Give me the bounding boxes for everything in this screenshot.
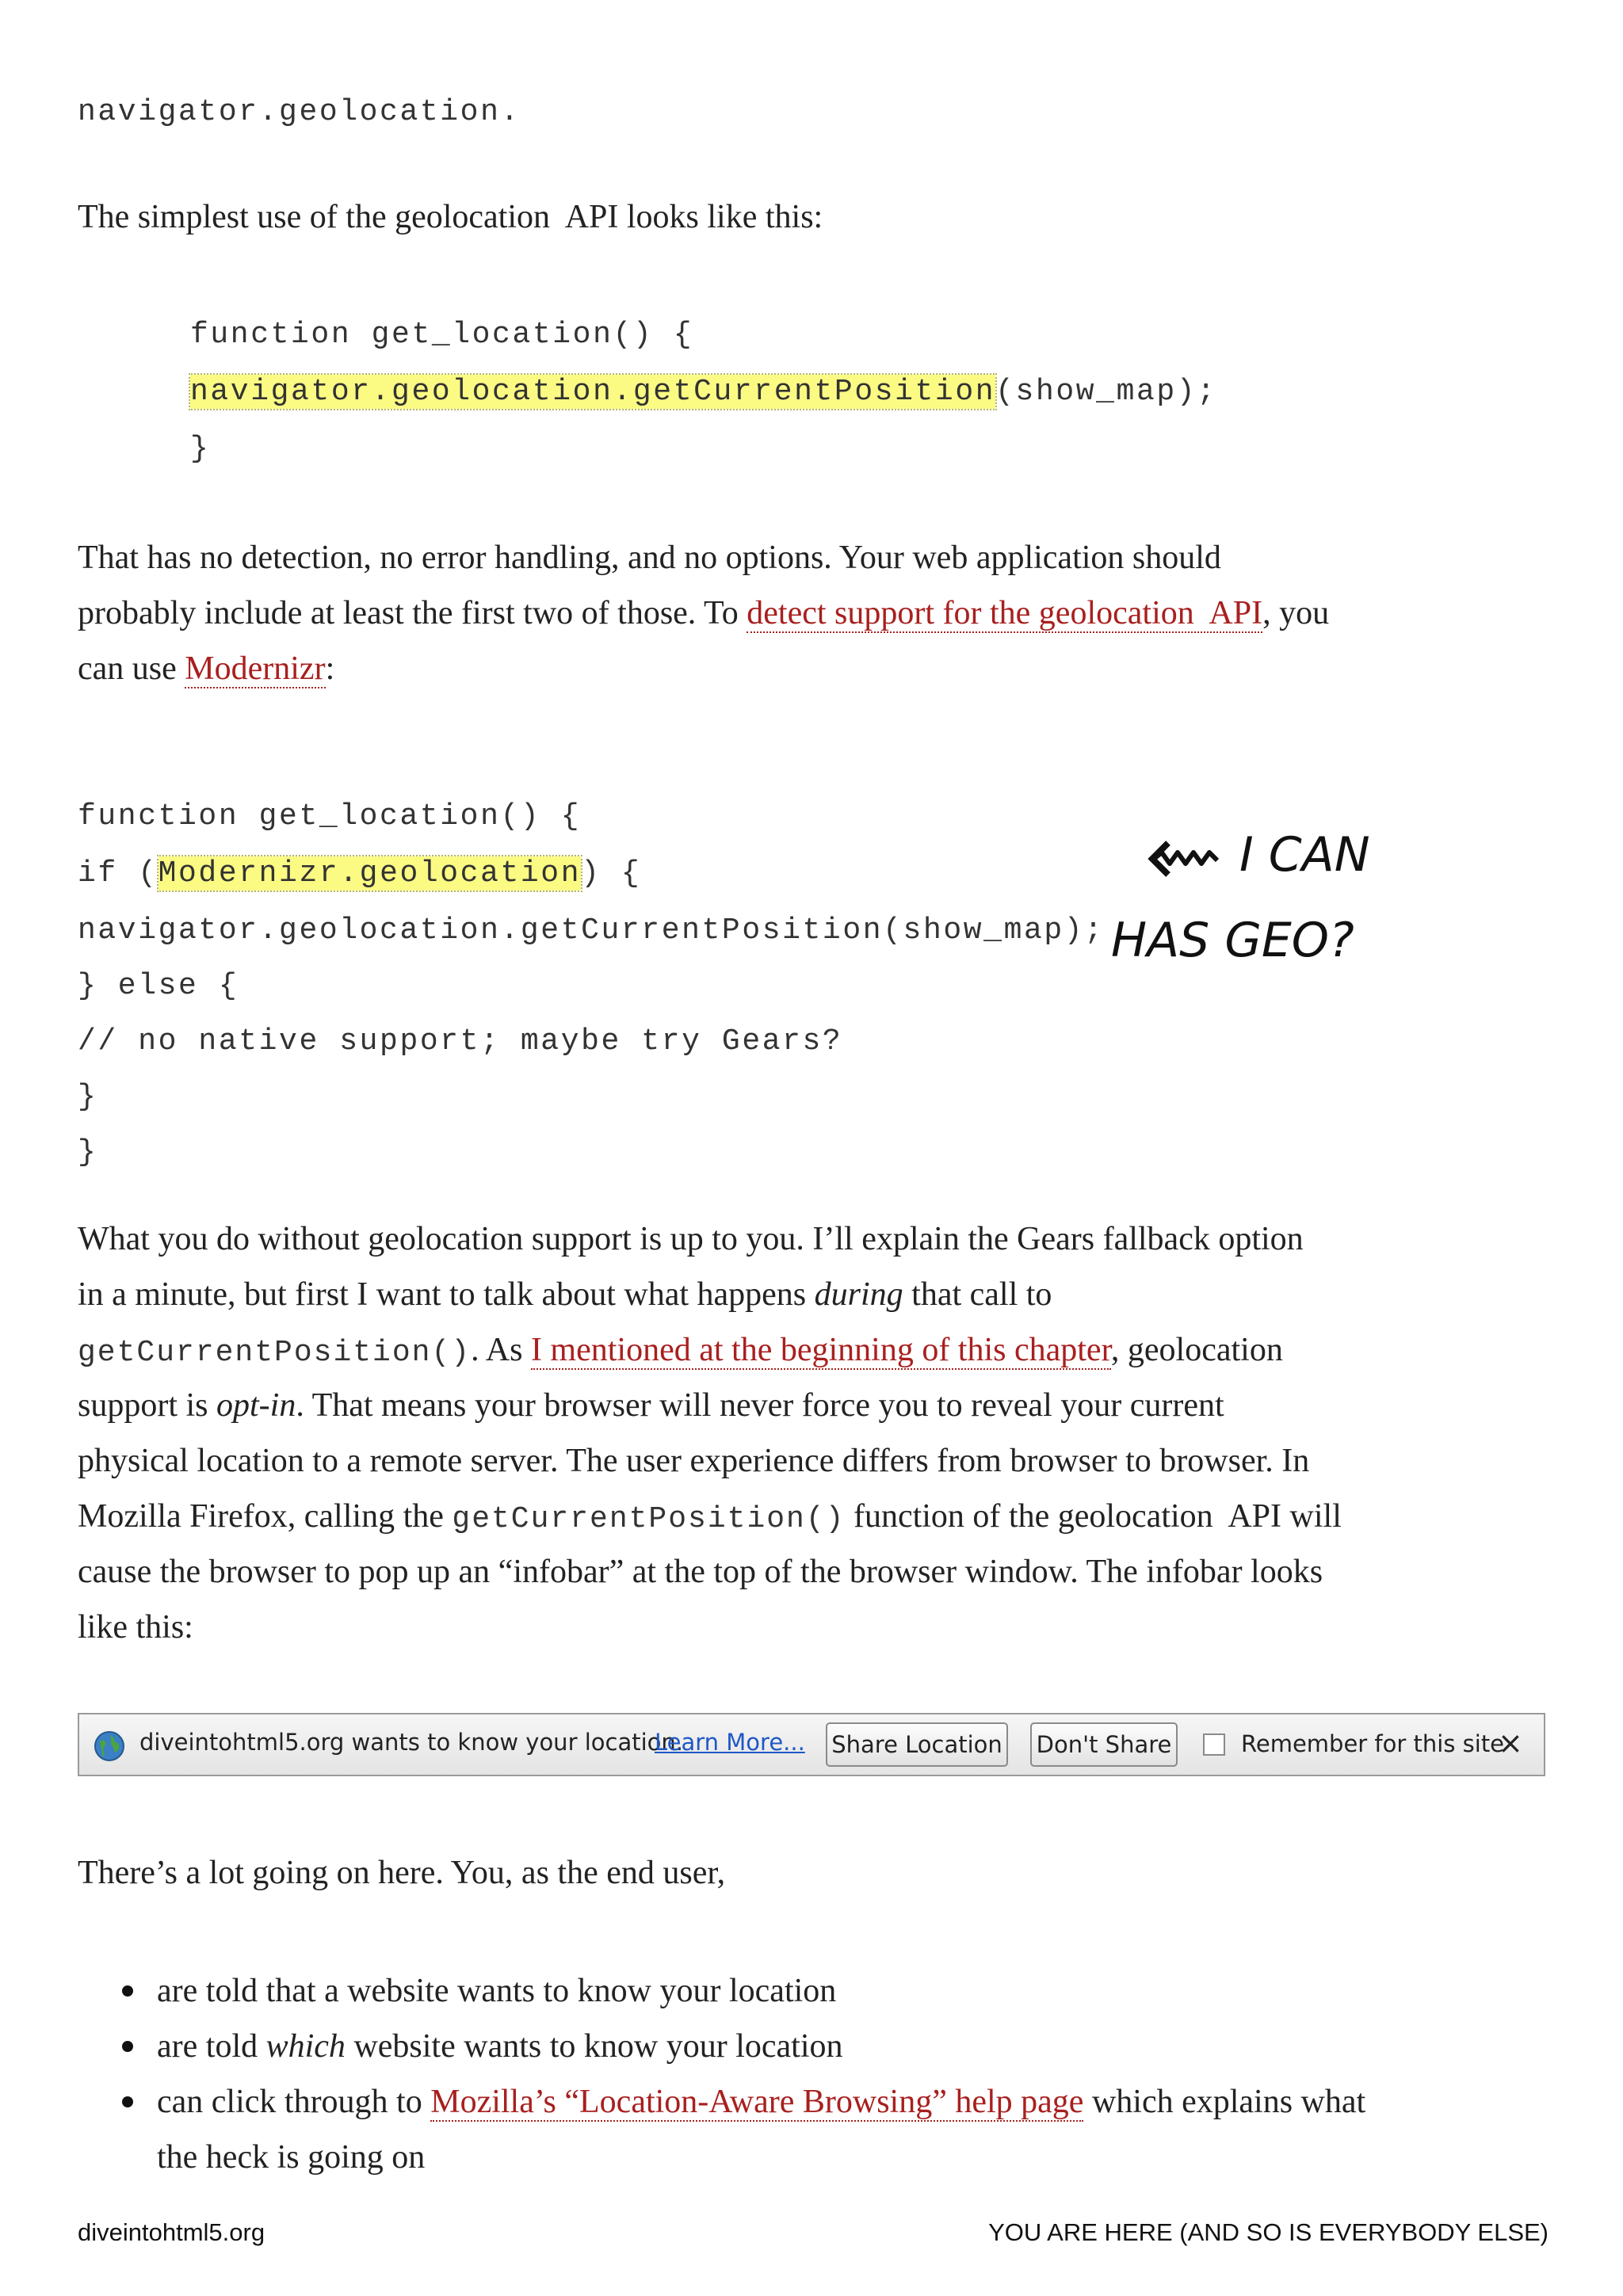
learn-more-link[interactable]: Learn More... (655, 1729, 805, 1756)
text-line: cause the browser to pop up an “infobar” at the top of the browser window. The infobar looks (78, 1554, 1323, 1590)
code-line: } (78, 1135, 98, 1169)
paragraph-end-user: There’s a lot going on here. You, as the end user, (78, 1855, 726, 1891)
text-line (78, 1331, 1283, 1370)
list-item-text (157, 2019, 843, 2074)
code-line: // no native support; maybe try Gears? (78, 1024, 843, 1058)
link-beginning-of-chapter[interactable]: I mentioned at the beginning of this chapter (530, 1332, 1111, 1368)
text: . That means your browser will never force you to reveal your current (296, 1387, 1224, 1424)
inline-code: getCurrentPosition() (78, 1336, 472, 1370)
list-item-text (157, 2074, 1365, 2130)
code-text: (show_map); (995, 375, 1217, 409)
text: which explains what (1083, 2084, 1366, 2120)
paragraph-intro: The simplest use of the geolocation API looks like this: (78, 199, 823, 235)
text: support is (78, 1387, 217, 1424)
remember-label: Remember for this site (1241, 1730, 1505, 1757)
code-line: } (190, 432, 211, 466)
text-line (78, 1276, 1052, 1314)
footer-site: diveintohtml5.org (78, 2218, 265, 2246)
text-line: like this: (78, 1609, 193, 1646)
text: function of the geolocation API will (845, 1498, 1342, 1535)
code-line: function get_location() { (78, 799, 582, 833)
text: website wants to know your location (345, 2028, 843, 2065)
list-item-text: the heck is going on (157, 2139, 426, 2176)
footer-chapter: YOU ARE HERE (AND SO IS EVERYBODY ELSE) (988, 2218, 1549, 2246)
infobar-message: diveintohtml5.org wants to know your location. (139, 1729, 683, 1756)
code-line (78, 854, 641, 894)
code-line: } else { (78, 969, 239, 1003)
text-line (78, 1386, 1224, 1425)
text: . As (471, 1332, 531, 1368)
text: probably include at least the first two of those. To (78, 595, 747, 631)
code-highlight: Modernizr.geolocation (158, 856, 582, 891)
text-line: What you do without geolocation support is up to you. I’ll explain the Gears fallback option (78, 1221, 1304, 1257)
link-detect-support[interactable]: detect support for the geolocation API (747, 595, 1263, 631)
code-highlight: navigator.geolocation.getCurrentPosition (190, 375, 996, 409)
text: are told (157, 2028, 266, 2065)
link-location-aware-browsing[interactable]: Mozilla’s “Location-Aware Browsing” help page (430, 2084, 1084, 2120)
code-line: function get_location() { (190, 318, 694, 352)
close-icon[interactable]: × (1498, 1726, 1523, 1760)
text-line: That has no detection, no error handling, and no options. Your web application should (78, 540, 1221, 576)
text-line (78, 1497, 1342, 1536)
text: can use (78, 650, 185, 687)
text: , geolocation (1110, 1332, 1283, 1368)
code-line: navigator.geolocation.getCurrentPosition(show_map); (78, 913, 1105, 948)
geolocation-infobar (78, 1713, 1545, 1776)
dont-share-button[interactable]: Don't Share (1030, 1722, 1178, 1767)
code-line: } (78, 1080, 98, 1114)
emphasis: opt-in (216, 1387, 296, 1424)
text: , you (1262, 595, 1330, 631)
text-line (78, 594, 1329, 632)
emphasis: which (265, 2028, 346, 2065)
remember-checkbox[interactable] (1203, 1733, 1225, 1756)
bullet-icon (122, 2041, 133, 2052)
text: in a minute, but first I want to talk about what happens (78, 1276, 815, 1313)
annotation-line: I CAN (1239, 827, 1370, 883)
text: Mozilla Firefox, calling the (78, 1498, 453, 1535)
text-line: physical location to a remote server. The user experience differs from browser to browser. In (78, 1443, 1310, 1479)
code-text: if ( (78, 856, 158, 891)
code-line (190, 372, 1217, 412)
text-line (78, 650, 334, 688)
share-location-button[interactable]: Share Location (826, 1722, 1008, 1767)
text: that call to (903, 1276, 1052, 1313)
inline-code: getCurrentPosition() (452, 1502, 846, 1536)
list-item-text: are told that a website wants to know your location (157, 1973, 837, 2009)
link-modernizr[interactable]: Modernizr (185, 650, 326, 687)
annotation-line: HAS GEO? (1111, 913, 1354, 968)
squiggly-arrow-icon (1148, 837, 1220, 881)
emphasis: during (814, 1276, 903, 1313)
intro-code: navigator.geolocation. (78, 95, 521, 129)
bullet-icon (122, 2096, 133, 2107)
bullet-icon (122, 1985, 133, 1997)
text: : (325, 650, 335, 687)
globe-icon (94, 1730, 125, 1762)
code-text: ) { (581, 856, 642, 891)
text: can click through to (157, 2084, 431, 2120)
